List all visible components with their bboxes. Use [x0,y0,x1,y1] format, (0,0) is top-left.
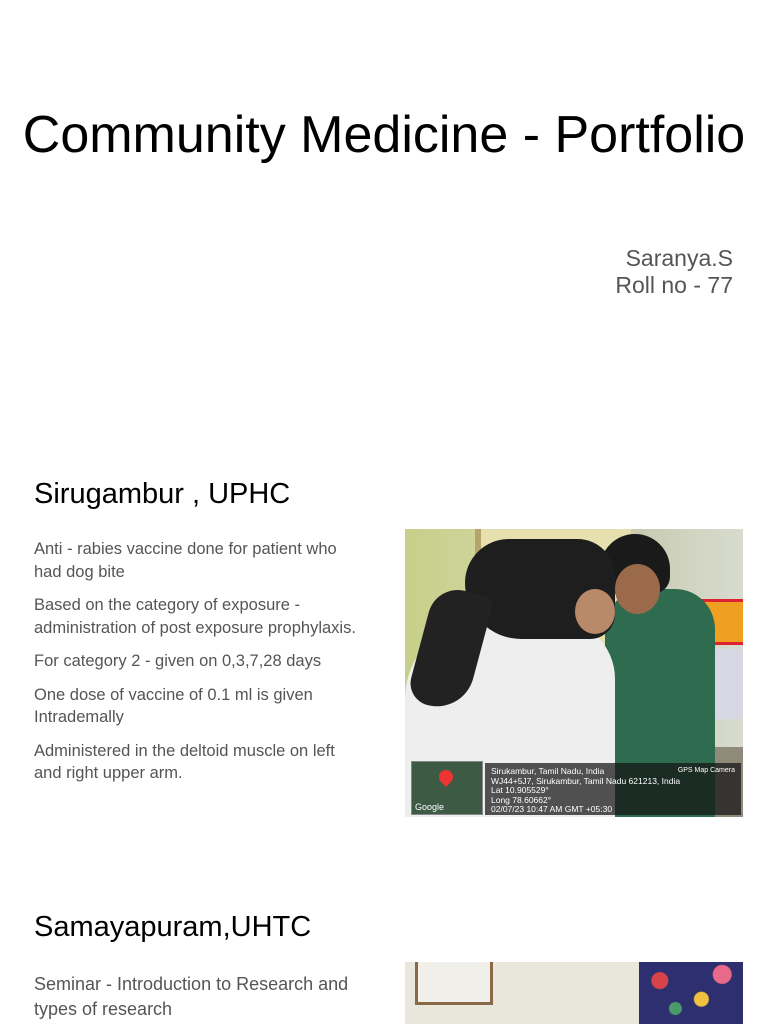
overlay-line: WJ44+5J7, Sirukambur, Tamil Nadu 621213, India [491,775,681,786]
map-pin-icon [436,767,456,787]
gps-overlay [485,763,741,815]
map-thumbnail [411,761,483,815]
roll-number: Roll no - 77 [615,272,733,298]
bullet-text: One dose of vaccine of 0.1 ml is given Intrademally [34,685,313,726]
section-heading-sirugambur: Sirugambur , UPHC [34,478,291,510]
floral-curtain [639,962,743,1024]
wall-frame [415,962,493,1005]
bullet-text: For category 2 - given on 0,3,7,28 days [34,652,322,670]
page-title: Community Medicine - Portfolio [22,106,746,164]
section-sirugambur-text [34,538,364,796]
overlay-line: Sirukambur, Tamil Nadu, India [491,766,605,776]
bullet-text: Based on the category of exposure - administration of post exposure prophylaxis. [34,596,356,637]
google-label: Google [415,802,445,812]
author-name: Saranya.S [625,245,733,271]
author-block [615,245,733,299]
seminar-photo [405,962,743,1024]
bullet-text: Administered in the deltoid muscle on left and right upper arm. [34,741,335,782]
bullet-text: Seminar - Introduction to Research and types of research [34,974,349,1019]
section-heading-samayapuram: Samayapuram,UHTC [34,911,312,943]
camera-label: GPS Map Camera [677,767,735,774]
overlay-line: Lat 10.905529° [491,785,549,796]
bullet-text: Anti - rabies vaccine done for patient who had dog bite [34,540,337,581]
overlay-line: 02/07/23 10:47 AM GMT +05:30 [491,804,613,815]
overlay-line: Long 78.60662° [491,794,552,805]
vaccination-photo [405,529,743,817]
